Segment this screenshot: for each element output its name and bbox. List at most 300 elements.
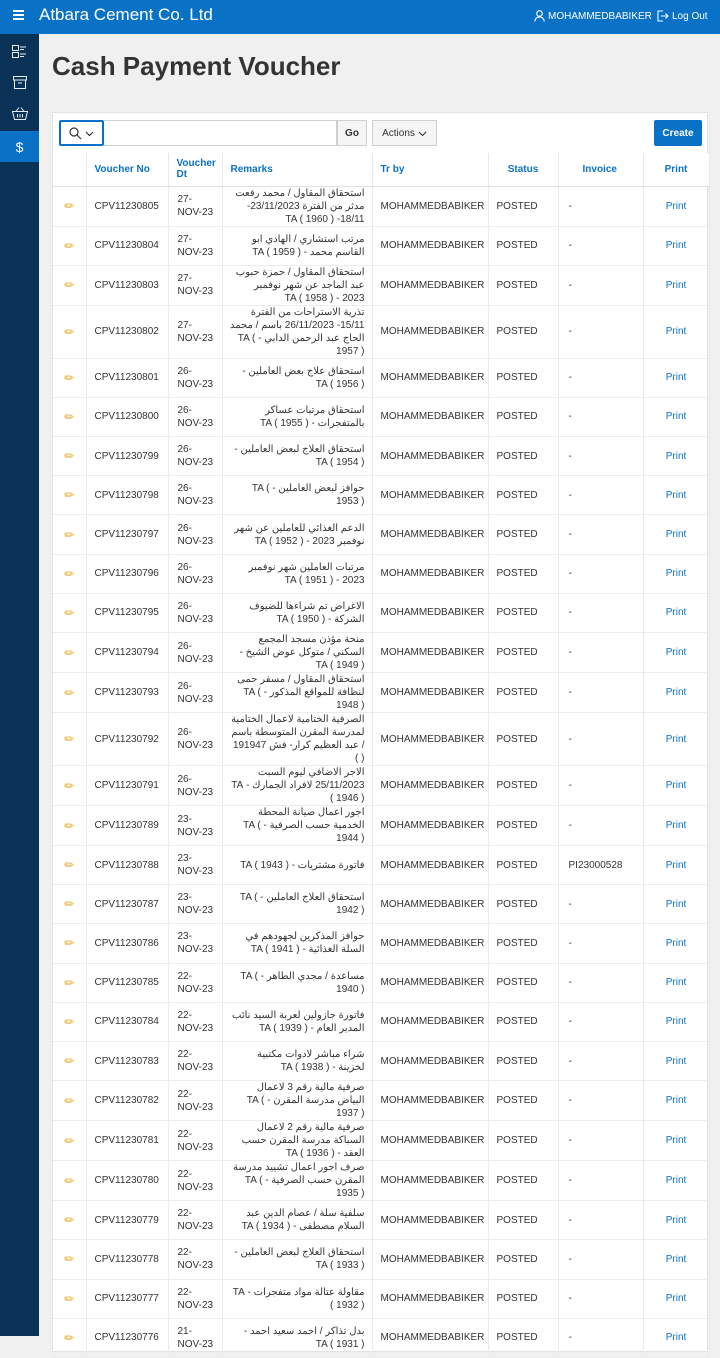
tr-by-cell: MOHAMMEDBABIKER [372,633,488,673]
voucher-date-cell: 26-NOV-23 [168,554,222,593]
edit-cell [53,593,86,632]
print-link[interactable]: Print [643,305,709,358]
tr-by-cell: MOHAMMEDBABIKER [372,806,488,846]
col-header-print[interactable]: Print [643,153,709,186]
print-link[interactable]: Print [643,673,709,713]
tr-by-cell: MOHAMMEDBABIKER [372,1318,488,1357]
table-row [53,1041,709,1080]
voucher-no-cell: CPV11230785 [86,963,168,1002]
edit-pencil-icon[interactable]: ✏ [64,199,75,213]
tr-by-cell: MOHAMMEDBABIKER [372,1201,488,1240]
report-region [52,112,708,1352]
print-link[interactable]: Print [643,1041,709,1080]
edit-pencil-icon[interactable]: ✏ [64,1014,75,1029]
voucher-no-cell: CPV11230802 [86,305,168,358]
print-link[interactable]: Print [643,1002,709,1041]
edit-pencil-icon[interactable]: ✏ [64,858,75,873]
status-cell: POSTED [488,186,558,226]
edit-cell [53,397,86,436]
remarks-cell: مرتبات العاملين شهر نوفمبر 2023 - TA ( 1951 ) [222,554,372,593]
edit-pencil-icon[interactable]: ✏ [64,324,75,339]
edit-cell [53,1161,86,1201]
edit-pencil-icon[interactable]: ✏ [64,778,75,793]
remarks-cell: الاجر الاضافي ليوم السبت 25/11/2023 لافراد الجمارك - TA ( 1946 ) [222,766,372,806]
edit-cell [53,1081,86,1121]
table-row [53,1318,709,1357]
tr-by-cell: MOHAMMEDBABIKER [372,885,488,924]
edit-pencil-icon[interactable]: ✏ [64,732,75,746]
invoice-cell: - [558,766,643,806]
voucher-date-cell: 23-NOV-23 [168,924,222,963]
voucher-table [53,153,710,1358]
edit-cell [53,673,86,713]
print-link[interactable]: Print [643,265,709,305]
voucher-date-cell: 26-NOV-23 [168,476,222,515]
edit-pencil-icon[interactable]: ✏ [64,1252,75,1267]
sidebar-item-cash[interactable] [0,131,39,162]
voucher-date-cell: 22-NOV-23 [168,1081,222,1121]
edit-pencil-icon[interactable]: ✏ [64,1133,75,1148]
edit-pencil-icon[interactable]: ✏ [64,645,75,660]
tr-by-cell: MOHAMMEDBABIKER [372,476,488,515]
user-menu[interactable] [534,8,652,24]
edit-cell [53,1240,86,1279]
voucher-no-cell: CPV11230800 [86,397,168,436]
invoice-cell: - [558,1161,643,1201]
edit-pencil-icon[interactable]: ✏ [64,1173,75,1188]
voucher-date-cell: 26-NOV-23 [168,593,222,632]
table-row [53,265,709,305]
invoice-cell: - [558,358,643,397]
status-cell: POSTED [488,713,558,766]
edit-cell [53,186,86,226]
table-row [53,358,709,397]
print-link[interactable]: Print [643,554,709,593]
status-cell: POSTED [488,358,558,397]
status-cell: POSTED [488,226,558,265]
remarks-cell: الاغراض تم شراءها للضيوف الشركة - TA ( 1950 ) [222,593,372,632]
invoice-cell: - [558,226,643,265]
invoice-cell: - [558,1318,643,1357]
tr-by-cell: MOHAMMEDBABIKER [372,554,488,593]
tr-by-cell: MOHAMMEDBABIKER [372,963,488,1002]
table-row [53,397,709,436]
edit-cell [53,515,86,554]
remarks-cell: سلفية سلة / عصام الدين عبد السلام مصطفى - TA ( 1934 ) [222,1201,372,1240]
status-cell: POSTED [488,885,558,924]
edit-cell [53,226,86,265]
voucher-no-cell: CPV11230778 [86,1240,168,1279]
col-header-status[interactable]: Status [488,153,558,186]
remarks-cell: الصرفية الختامية لاعمال الختامية لمدرسة المقرن المتوسطة باسم / عبد العظيم كرار- فش 191947 ( ) [222,713,372,766]
voucher-date-cell: 26-NOV-23 [168,713,222,766]
remarks-cell: حوافز المذكرين لجهودهم في السلة الغذائية - TA ( 1941 ) [222,924,372,963]
voucher-no-cell: CPV11230784 [86,1002,168,1041]
edit-pencil-icon[interactable]: ✏ [64,1093,75,1108]
remarks-cell: شراء مباشر لادوات مكتبية لخزينة - TA ( 1938 ) [222,1041,372,1080]
remarks-cell: استحقاق العلاج لبعض العاملين - TA ( 1933 ) [222,1240,372,1279]
print-link[interactable]: Print [643,515,709,554]
print-link[interactable]: Print [643,846,709,885]
voucher-date-cell: 26-NOV-23 [168,397,222,436]
invoice-cell: - [558,476,643,515]
col-header-remarks[interactable]: Remarks [222,153,372,186]
col-header-edit [53,153,86,186]
edit-pencil-icon[interactable]: ✏ [64,370,75,385]
voucher-no-cell: CPV11230791 [86,766,168,806]
edit-cell [53,437,86,476]
voucher-date-cell: 26-NOV-23 [168,673,222,713]
remarks-cell: منحة مؤذن مسجد المجمع السكني / متوكل عوض الشيخ - TA ( 1949 ) [222,633,372,673]
dollar-icon: $ [15,138,24,155]
status-cell: POSTED [488,806,558,846]
status-cell: POSTED [488,924,558,963]
search-input[interactable] [104,120,337,146]
remarks-cell: استحقاق المقاول / مسفر حمى لنظافة للمواقع المذكور - TA ( 1948 ) [222,673,372,713]
voucher-date-cell: 22-NOV-23 [168,963,222,1002]
remarks-cell: استحقاق المقاول / حمزة حبوب عبد الماجد عن شهر نوفمبر 2023 - TA ( 1958 ) [222,265,372,305]
table-row [53,1279,709,1318]
voucher-date-cell: 26-NOV-23 [168,437,222,476]
table-row [53,437,709,476]
table-row [53,515,709,554]
voucher-no-cell: CPV11230779 [86,1201,168,1240]
tr-by-cell: MOHAMMEDBABIKER [372,1121,488,1161]
voucher-date-cell: 22-NOV-23 [168,1201,222,1240]
remarks-cell: استحقاق مرتبات عساكر بالمتفجرات - TA ( 1955 ) [222,397,372,436]
invoice-cell: - [558,515,643,554]
invoice-cell: - [558,673,643,713]
status-cell: POSTED [488,633,558,673]
edit-cell [53,885,86,924]
invoice-cell: - [558,1279,643,1318]
voucher-date-cell: 22-NOV-23 [168,1279,222,1318]
print-link[interactable]: Print [643,186,709,226]
table-row [53,673,709,713]
voucher-date-cell: 23-NOV-23 [168,846,222,885]
tr-by-cell: MOHAMMEDBABIKER [372,1002,488,1041]
voucher-no-cell: CPV11230782 [86,1081,168,1121]
table-row [53,885,709,924]
status-cell: POSTED [488,1240,558,1279]
print-link[interactable]: Print [643,713,709,766]
voucher-no-cell: CPV11230781 [86,1121,168,1161]
edit-cell [53,846,86,885]
voucher-no-cell: CPV11230803 [86,265,168,305]
voucher-date-cell: 23-NOV-23 [168,885,222,924]
status-cell: POSTED [488,1161,558,1201]
voucher-date-cell: 21-NOV-23 [168,1318,222,1357]
status-cell: POSTED [488,1201,558,1240]
table-row [53,1002,709,1041]
print-link[interactable]: Print [643,806,709,846]
status-cell: POSTED [488,515,558,554]
table-row [53,1081,709,1121]
voucher-no-cell: CPV11230783 [86,1041,168,1080]
status-cell: POSTED [488,265,558,305]
invoice-cell: - [558,1201,643,1240]
status-cell: POSTED [488,1279,558,1318]
tr-by-cell: MOHAMMEDBABIKER [372,515,488,554]
edit-pencil-icon[interactable]: ✏ [64,1291,75,1306]
status-cell: POSTED [488,1121,558,1161]
edit-cell [53,713,86,766]
invoice-cell: - [558,265,643,305]
voucher-no-cell: CPV11230795 [86,593,168,632]
hamburger-menu-icon[interactable] [10,8,28,26]
user-icon [534,10,545,22]
status-cell: POSTED [488,673,558,713]
create-button[interactable]: Create [654,120,702,146]
print-link[interactable]: Print [643,1201,709,1240]
table-row [53,476,709,515]
actions-label: Actions [382,127,415,139]
tr-by-cell: MOHAMMEDBABIKER [372,1081,488,1121]
status-cell: POSTED [488,1081,558,1121]
logout-label: Log Out [672,10,708,22]
tr-by-cell: MOHAMMEDBABIKER [372,846,488,885]
col-header-invoice[interactable]: Invoice [558,153,643,186]
invoice-cell: - [558,1002,643,1041]
edit-pencil-icon[interactable]: ✏ [64,936,75,951]
voucher-date-cell: 22-NOV-23 [168,1240,222,1279]
tr-by-cell: MOHAMMEDBABIKER [372,593,488,632]
edit-pencil-icon[interactable]: ✏ [64,685,75,700]
edit-pencil-icon[interactable]: ✏ [64,897,75,912]
print-link[interactable]: Print [643,1279,709,1318]
table-row [53,1121,709,1161]
invoice-cell: - [558,437,643,476]
edit-pencil-icon[interactable]: ✏ [64,238,75,253]
print-link[interactable]: Print [643,1161,709,1201]
col-header-tr-by[interactable]: Tr by [372,153,488,186]
status-cell: POSTED [488,305,558,358]
print-link[interactable]: Print [643,766,709,806]
logout-link[interactable] [657,8,708,24]
tr-by-cell: MOHAMMEDBABIKER [372,397,488,436]
voucher-date-cell: 26-NOV-23 [168,633,222,673]
edit-cell [53,1002,86,1041]
status-cell: POSTED [488,766,558,806]
edit-pencil-icon[interactable]: ✏ [64,449,75,464]
edit-cell [53,1041,86,1080]
voucher-no-cell: CPV11230794 [86,633,168,673]
voucher-no-cell: CPV11230776 [86,1318,168,1357]
print-link[interactable]: Print [643,1318,709,1357]
voucher-no-cell: CPV11230793 [86,673,168,713]
voucher-date-cell: 27-NOV-23 [168,186,222,226]
voucher-date-cell: 22-NOV-23 [168,1041,222,1080]
table-row [53,846,709,885]
invoice-cell: - [558,806,643,846]
edit-pencil-icon[interactable]: ✏ [64,409,75,424]
tr-by-cell: MOHAMMEDBABIKER [372,1240,488,1279]
sidebar-item-reports[interactable] [0,36,39,67]
table-row [53,963,709,1002]
remarks-cell: صرف اجور اعمال تشييد مدرسة المقرن حسب الصرفية - TA ( 1935 ) [222,1161,372,1201]
voucher-no-cell: CPV11230788 [86,846,168,885]
voucher-date-cell: 27-NOV-23 [168,305,222,358]
table-row [53,806,709,846]
invoice-cell: - [558,1240,643,1279]
invoice-cell: - [558,1081,643,1121]
table-row [53,924,709,963]
voucher-no-cell: CPV11230799 [86,437,168,476]
status-cell: POSTED [488,1041,558,1080]
edit-pencil-icon[interactable]: ✏ [64,527,75,542]
invoice-cell: - [558,305,643,358]
status-cell: POSTED [488,963,558,1002]
voucher-no-cell: CPV11230804 [86,226,168,265]
remarks-cell: استحقاق العلاج العاملين - TA ( 1942 ) [222,885,372,924]
search-column-button[interactable] [59,120,104,146]
table-row [53,766,709,806]
remarks-cell: فاتورة جازولين لعربة السيد نائب المدير العام - TA ( 1939 ) [222,1002,372,1041]
voucher-date-cell: 23-NOV-23 [168,806,222,846]
table-row [53,186,709,226]
edit-pencil-icon[interactable]: ✏ [64,975,75,990]
invoice-cell: - [558,397,643,436]
edit-pencil-icon[interactable]: ✏ [64,1213,75,1228]
voucher-no-cell: CPV11230797 [86,515,168,554]
actions-menu-button[interactable] [372,120,437,146]
table-row [53,305,709,358]
remarks-cell: استحقاق العلاج لبعض العاملين - TA ( 1954 ) [222,437,372,476]
table-header-row [53,153,709,186]
voucher-date-cell: 22-NOV-23 [168,1161,222,1201]
tr-by-cell: MOHAMMEDBABIKER [372,766,488,806]
col-header-voucher-dt[interactable]: Voucher Dt [168,153,222,186]
tr-by-cell: MOHAMMEDBABIKER [372,265,488,305]
print-link[interactable]: Print [643,885,709,924]
remarks-cell: استحقاق المقاول / محمد رفعت مدثر من الفترة 23/11/2023-18/11- TA ( 1960 ) [222,186,372,226]
table-row [53,1201,709,1240]
tr-by-cell: MOHAMMEDBABIKER [372,1041,488,1080]
status-cell: POSTED [488,397,558,436]
remarks-cell: حوافز لبعض العاملين - TA ( 1953 ) [222,476,372,515]
tr-by-cell: MOHAMMEDBABIKER [372,226,488,265]
edit-cell [53,963,86,1002]
edit-pencil-icon[interactable]: ✏ [64,605,75,620]
print-link[interactable]: Print [643,437,709,476]
edit-cell [53,806,86,846]
go-button[interactable]: Go [337,120,367,146]
search-icon [69,127,82,140]
edit-cell [53,924,86,963]
remarks-cell: فاتورة مشتريات - TA ( 1943 ) [222,846,372,885]
voucher-date-cell: 26-NOV-23 [168,766,222,806]
chevron-down-icon [85,129,94,138]
status-cell: POSTED [488,476,558,515]
voucher-date-cell: 22-NOV-23 [168,1002,222,1041]
app-title[interactable]: Atbara Cement Co. Ltd [39,5,213,24]
edit-cell [53,358,86,397]
edit-cell [53,633,86,673]
invoice-cell: - [558,885,643,924]
voucher-date-cell: 22-NOV-23 [168,1121,222,1161]
sidebar-item-archive[interactable] [0,67,39,98]
status-cell: POSTED [488,1318,558,1357]
status-cell: POSTED [488,554,558,593]
invoice-cell: - [558,633,643,673]
edit-cell [53,305,86,358]
remarks-cell: مرتب استشاري / الهادي ابو القاسم محمد - TA ( 1959 ) [222,226,372,265]
edit-pencil-icon[interactable]: ✏ [64,488,75,503]
edit-pencil-icon[interactable]: ✏ [64,278,75,293]
voucher-date-cell: 26-NOV-23 [168,358,222,397]
edit-pencil-icon[interactable]: ✏ [64,566,75,581]
invoice-cell: - [558,186,643,226]
voucher-no-cell: CPV11230787 [86,885,168,924]
voucher-no-cell: CPV11230801 [86,358,168,397]
status-cell: POSTED [488,593,558,632]
print-link[interactable]: Print [643,1240,709,1279]
tr-by-cell: MOHAMMEDBABIKER [372,437,488,476]
tr-by-cell: MOHAMMEDBABIKER [372,358,488,397]
page-title: Cash Payment Voucher [52,51,341,81]
invoice-cell: - [558,1041,643,1080]
tr-by-cell: MOHAMMEDBABIKER [372,713,488,766]
edit-cell [53,554,86,593]
sidebar-item-basket[interactable] [0,98,39,129]
edit-cell [53,1279,86,1318]
print-link[interactable]: Print [643,963,709,1002]
voucher-date-cell: 26-NOV-23 [168,515,222,554]
status-cell: POSTED [488,437,558,476]
col-header-voucher-no[interactable]: Voucher No [86,153,168,186]
print-link[interactable]: Print [643,397,709,436]
invoice-cell: - [558,924,643,963]
remarks-cell: بدل تذاكر / احمد سعيد احمد - TA ( 1931 ) [222,1318,372,1357]
print-link[interactable]: Print [643,476,709,515]
table-row [53,593,709,632]
edit-cell [53,1318,86,1357]
remarks-cell: صرفية مالية رقم 3 لاعمال البياض مدرسة المقرن - TA ( 1937 ) [222,1081,372,1121]
logout-icon [657,10,669,22]
print-link[interactable]: Print [643,226,709,265]
remarks-cell: اجور اعمال صيانة المحطة الخدمية حسب الصرفية - TA ( 1944 ) [222,806,372,846]
print-link[interactable]: Print [643,593,709,632]
print-link[interactable]: Print [643,358,709,397]
table-row [53,713,709,766]
tr-by-cell: MOHAMMEDBABIKER [372,1279,488,1318]
edit-cell [53,265,86,305]
print-link[interactable]: Print [643,1081,709,1121]
edit-cell [53,766,86,806]
invoice-cell: - [558,593,643,632]
invoice-cell: - [558,963,643,1002]
report-icon [12,45,27,58]
print-link[interactable]: Print [643,1121,709,1161]
basket-icon [12,107,28,120]
voucher-no-cell: CPV11230786 [86,924,168,963]
edit-pencil-icon[interactable]: ✏ [64,1330,75,1345]
edit-cell [53,476,86,515]
voucher-no-cell: CPV11230777 [86,1279,168,1318]
edit-pencil-icon[interactable]: ✏ [64,1054,75,1069]
print-link[interactable]: Print [643,633,709,673]
user-name: MOHAMMEDBABIKER [548,10,652,22]
edit-pencil-icon[interactable]: ✏ [64,818,75,833]
invoice-cell: - [558,1121,643,1161]
sidebar [0,34,39,1336]
table-row [53,226,709,265]
edit-cell [53,1201,86,1240]
voucher-date-cell: 27-NOV-23 [168,265,222,305]
edit-cell [53,1121,86,1161]
print-link[interactable]: Print [643,924,709,963]
invoice-cell: - [558,554,643,593]
